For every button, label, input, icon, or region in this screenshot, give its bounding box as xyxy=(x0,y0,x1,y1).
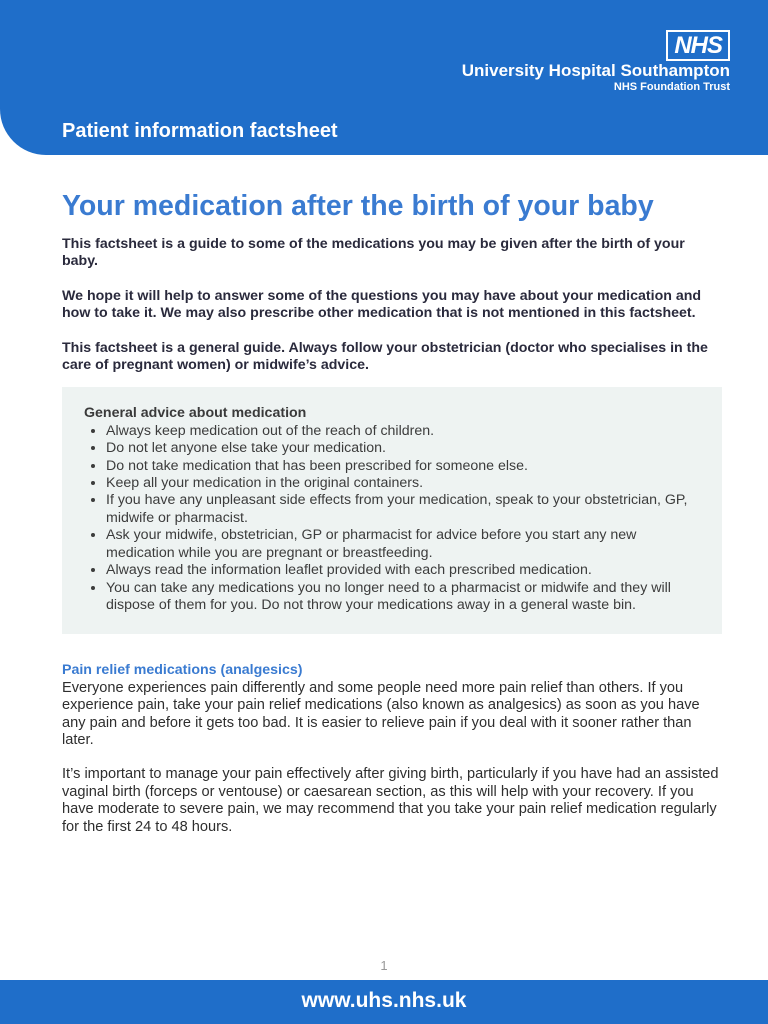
advice-item: • You can take any medications you no longer need to a pharmacist or midwife and they will dispose of them for you. Do not throw your medications away in a general waste bin. xyxy=(106,580,698,615)
header-banner xyxy=(0,0,768,155)
intro-paragraph-3: This factsheet is a general guide. Always follow your obstetrician (doctor who specialises in the care of pregnant women) or midwife’s advice. xyxy=(62,339,708,374)
advice-title: General advice about medication xyxy=(84,405,307,422)
advice-item: • Do not let anyone else take your medication. xyxy=(106,440,698,457)
advice-item: • If you have any unpleasant side effects from your medication, speak to your obstetrician, GP, midwife or pharmacist. xyxy=(106,492,698,527)
advice-item: • Ask your midwife, obstetrician, GP or pharmacist for advice before you start any new medication while you are pregnant or breastfeeding. xyxy=(106,527,698,562)
page-number: 1 xyxy=(380,958,388,973)
org-subtitle: NHS Foundation Trust xyxy=(613,81,730,93)
intro-paragraph-2: We hope it will help to answer some of the questions you may have about your medication and how to take it. We may also prescribe other medication that is not mentioned in this factsheet. xyxy=(62,287,702,322)
intro-paragraph-1: This factsheet is a guide to some of the medications you may be given after the birth of your baby. xyxy=(62,236,685,270)
pain-relief-paragraph-2: It’s important to manage your pain effectively after giving birth, particularly if you have had an assisted vaginal birth (forceps or ventouse) or caesarean section, as this will help with your recovery. If you have moderate to severe pain, we may recommend that you take your pain relief medication regularly for the first 24 to 48 hours. xyxy=(62,766,719,835)
advice-item: • Always read the information leaflet provided with each prescribed medication. xyxy=(106,562,698,579)
advice-list xyxy=(84,423,698,614)
footer-banner xyxy=(0,980,768,1024)
footer-website-link[interactable]: www.uhs.nhs.uk xyxy=(301,989,467,1012)
main-content xyxy=(62,186,722,836)
factsheet-label: Patient information factsheet xyxy=(62,120,338,142)
advice-item: • Always keep medication out of the reach of children. xyxy=(106,423,698,440)
page-title: Your medication after the birth of your baby xyxy=(62,190,654,222)
org-name: University Hospital Southampton xyxy=(461,61,730,80)
pain-relief-paragraph-1: Everyone experiences pain differently and some people need more pain relief than others. If you experience pain, take your pain relief medications (also known as analgesics) as soon as you have any pain and before it gets too bad. It is easier to relieve pain if you deal with it sooner rather than later. xyxy=(62,679,700,748)
nhs-logo: NHS xyxy=(666,30,730,61)
advice-item: • Keep all your medication in the original containers. xyxy=(106,475,698,492)
general-advice-box xyxy=(62,387,722,634)
advice-item: • Do not take medication that has been prescribed for someone else. xyxy=(106,458,698,475)
pain-relief-heading: Pain relief medications (analgesics) xyxy=(62,662,303,679)
